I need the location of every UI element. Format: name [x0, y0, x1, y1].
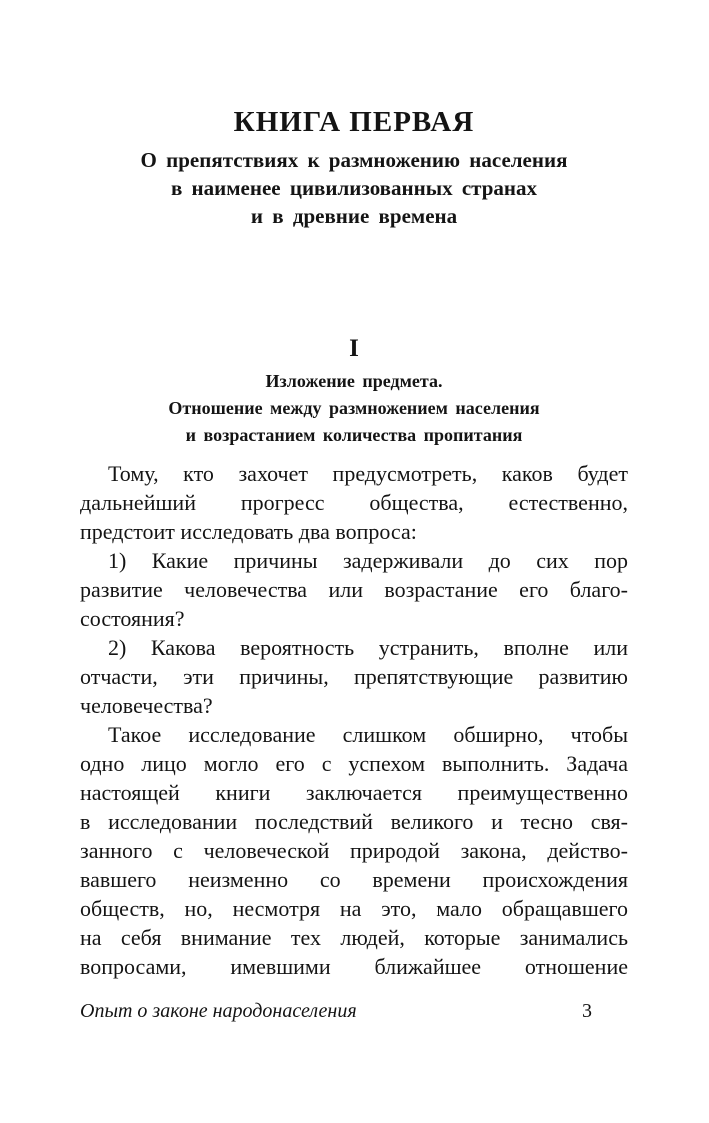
body-line: предстоит исследовать два вопроса:	[80, 519, 417, 544]
body-line: развитие человечества или возрастание его благо-	[80, 577, 628, 602]
body-line: 1) Какие причины задерживали до сих пор	[108, 548, 628, 573]
book-title: КНИГА ПЕРВАЯ	[233, 106, 475, 138]
paragraph	[80, 459, 628, 546]
body-line: вопросами, имевшими ближайшее отношение	[80, 954, 628, 979]
body-line: Такое исследование слишком обширно, чтобы	[108, 722, 628, 747]
chapter-title-line: Изложение предмета.	[265, 371, 443, 391]
chapter-title	[80, 368, 628, 449]
body-line: на себя внимание тех людей, которые занимались	[80, 925, 628, 950]
page-number: 3	[582, 1000, 592, 1022]
body-text	[80, 459, 628, 981]
paragraph	[80, 633, 628, 720]
body-line: человечества?	[80, 693, 213, 718]
body-line: вавшего неизменно со времени происхождения	[80, 867, 628, 892]
body-line: отчасти, эти причины, препятствующие развитию	[80, 664, 628, 689]
book-subtitle-line: в наименее цивилизованных странах	[170, 176, 538, 200]
chapter-title-line: и возрастанием количества пропитания	[185, 425, 523, 445]
body-line: в исследовании последствий великого и тесно свя-	[80, 809, 628, 834]
body-line: занного с человеческой природой закона, действо-	[80, 838, 628, 863]
page-footer	[80, 999, 628, 1023]
paragraph	[80, 546, 628, 633]
book-subtitle-line: и в древние времена	[250, 204, 458, 228]
book-subtitle-line: О препятствиях к размножению населения	[140, 148, 568, 172]
body-line: одно лицо могло его с успехом выполнить. Задача	[80, 751, 628, 776]
book-subtitle	[80, 146, 628, 230]
body-line: обществ, но, несмотря на это, мало обращавшего	[80, 896, 628, 921]
running-title: Опыт о законе народонаселения	[80, 1000, 357, 1022]
body-line: состояния?	[80, 606, 185, 631]
paragraph	[80, 720, 628, 981]
chapter-title-line: Отношение между размножением населения	[168, 398, 540, 418]
body-line: настоящей книги заключается преимущественно	[80, 780, 628, 805]
body-line: дальнейший прогресс общества, естественно,	[80, 490, 628, 515]
body-line: 2) Какова вероятность устранить, вполне или	[108, 635, 628, 660]
body-line: Тому, кто захочет предусмотреть, каков будет	[108, 461, 628, 486]
chapter-number: I	[349, 335, 359, 362]
